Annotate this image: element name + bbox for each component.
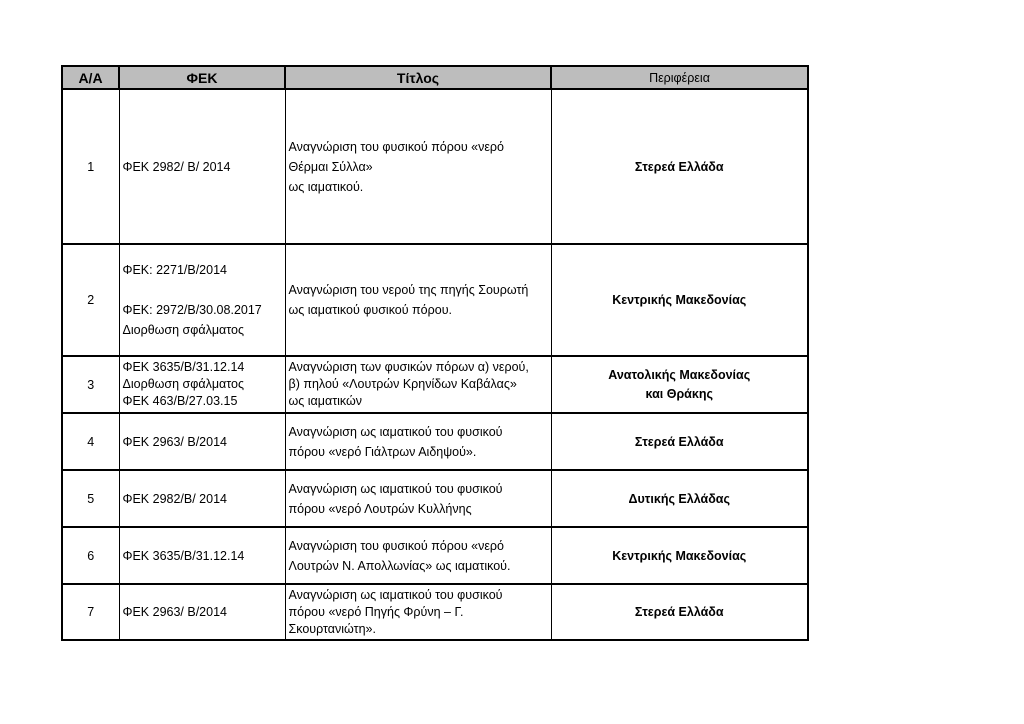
title-text: Σκουρτανιώτη». [288,621,376,636]
fek-cell [119,470,285,527]
fek-text: ΦΕΚ 463/Β/27.03.15 [122,394,238,408]
region-cell [551,89,808,244]
table-row [62,356,808,413]
row-number: 4 [62,413,119,470]
row-number: 7 [62,584,119,640]
region-cell [551,527,808,584]
region-text: Στερεά Ελλάδα [634,605,724,619]
title-text: Θέρμαι Σύλλα» [288,159,373,174]
title-cell [285,527,551,584]
header-aa: Α/Α [62,66,119,89]
fek-text: ΦΕΚ: 2972/Β/30.08.2017 [122,303,262,317]
row-number: 2 [62,244,119,356]
region-cell [551,584,808,640]
title-text: Αναγνώριση του φυσικού πόρου «νερό [288,538,504,553]
row-number: 1 [62,89,119,244]
table-row [62,527,808,584]
title-text: Αναγνώριση των φυσικών πόρων α) νερού, [288,360,529,374]
fek-text: ΦΕΚ 2982/ Β/ 2014 [122,159,231,174]
fek-table [61,65,809,641]
header-title: Τίτλος [285,66,551,89]
table-row [62,413,808,470]
table-row [62,470,808,527]
region-text: Κεντρικής Μακεδονίας [612,548,747,563]
row-number: 3 [62,356,119,413]
region-cell [551,244,808,356]
title-text: ως ιαματικού. [288,179,364,194]
fek-cell [119,89,285,244]
fek-cell [119,413,285,470]
title-text: Αναγνώριση του νερού της πηγής Σουρωτή [288,283,529,297]
title-cell [285,244,551,356]
title-text: ως ιαματικού φυσικού πόρου. [288,303,453,317]
region-text: και Θράκης [645,386,713,401]
region-cell [551,413,808,470]
fek-cell [119,356,285,413]
header-row [62,66,808,89]
title-text: πόρου «νερό Γιάλτρων Αιδηψού». [288,444,477,459]
region-text: Στερεά Ελλάδα [634,434,724,449]
region-cell [551,470,808,527]
title-cell [285,470,551,527]
fek-text: Διορθωση σφάλματος [122,323,245,337]
fek-text: ΦΕΚ 3635/Β/31.12.14 [122,360,245,374]
fek-cell [119,527,285,584]
fek-cell [119,584,285,640]
row-number: 6 [62,527,119,584]
title-cell [285,89,551,244]
title-text: Λουτρών Ν. Απολλωνίας» ως ιαματικού. [288,558,511,573]
title-cell [285,413,551,470]
region-text: Ανατολικής Μακεδονίας [608,367,751,382]
fek-cell [119,244,285,356]
title-text: β) πηλού «Λουτρών Κρηνίδων Καβάλας» [288,377,517,391]
title-text: πόρου «νερό Λουτρών Κυλλήνης [288,501,472,516]
row-number: 5 [62,470,119,527]
title-text: Αναγνώριση ως ιαματικού του φυσικού [288,424,503,439]
region-text: Κεντρικής Μακεδονίας [612,293,747,307]
title-cell [285,584,551,640]
fek-text: ΦΕΚ 2963/ Β/2014 [122,605,227,619]
fek-text: Διορθωση σφάλματος [122,377,245,391]
region-cell [551,356,808,413]
region-text: Στερεά Ελλάδα [634,159,724,174]
fek-text: ΦΕΚ 2982/Β/ 2014 [122,491,227,506]
region-text: Δυτικής Ελλάδας [628,491,730,506]
fek-text: ΦΕΚ 2963/ Β/2014 [122,434,227,449]
fek-text: ΦΕΚ: 2271/Β/2014 [122,263,227,277]
title-text: Αναγνώριση ως ιαματικού του φυσικού [288,481,503,496]
title-text: πόρου «νερό Πηγής Φρύνη – Γ. [288,604,464,619]
fek-text: ΦΕΚ 3635/Β/31.12.14 [122,548,245,563]
table-row [62,584,808,640]
title-text: Αναγνώριση ως ιαματικού του φυσικού [288,587,503,602]
title-cell [285,356,551,413]
title-text: ως ιαματικών [288,394,363,408]
table-row [62,89,808,244]
header-region: Περιφέρεια [551,66,808,89]
title-text: Αναγνώριση του φυσικού πόρου «νερό [288,139,504,154]
table-row [62,244,808,356]
header-fek: ΦΕΚ [119,66,285,89]
